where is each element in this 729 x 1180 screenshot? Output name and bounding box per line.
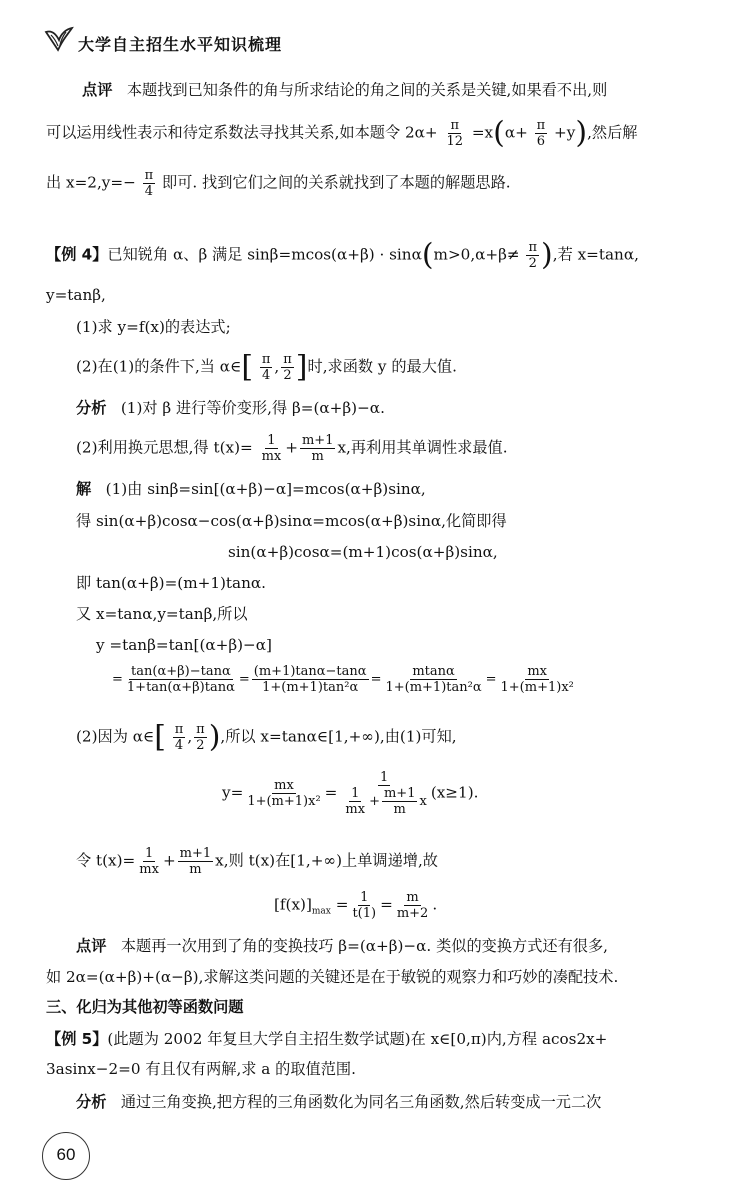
text: + xyxy=(369,794,380,809)
fraction xyxy=(178,846,214,877)
subscript: max xyxy=(311,906,331,917)
text: (2)在(1)的条件下,当 α∈ xyxy=(76,357,242,376)
fraction-den: mx xyxy=(139,862,159,877)
fraction xyxy=(260,352,273,383)
fraction-num: π xyxy=(144,168,154,183)
example4-q2: (2)在(1)的条件下,当 α∈[ $\frac{\pi}{4}$ , $\frac{\pi}{2}$ ]时,求函数 y 的最大值. xyxy=(76,349,457,385)
text: (2)因为 α∈ xyxy=(76,727,155,746)
fraction-num: m+1 xyxy=(301,433,334,448)
fraction-den: 1+(m+1)x² xyxy=(500,680,574,695)
analysis4-line1 xyxy=(76,397,385,419)
text: = xyxy=(380,895,393,914)
fraction-num: π xyxy=(528,240,538,255)
fraction-num: 1 xyxy=(267,433,276,448)
fraction-den: t(1) xyxy=(352,906,377,921)
fraction-den: 4 xyxy=(261,368,271,383)
text: x,则 t(x)在[1,+∞)上单调递增,故 xyxy=(215,851,438,870)
solution-label: 解 xyxy=(76,480,92,498)
text: ,若 x=tanα, xyxy=(552,245,639,264)
text: [f(x)] xyxy=(274,895,312,914)
example-label: 【例 5】 xyxy=(46,1030,108,1048)
fraction xyxy=(260,433,284,464)
fraction xyxy=(343,786,367,817)
fraction xyxy=(300,433,336,464)
text: (x≥1). xyxy=(430,783,479,802)
fraction xyxy=(252,664,369,695)
fraction-den: m xyxy=(189,862,202,877)
text: α+ xyxy=(504,123,528,142)
text: (2)利用换元思想,得 t(x)= xyxy=(76,438,253,457)
fraction xyxy=(173,722,186,753)
text: 本题再一次用到了角的变换技巧 β=(α+β)−α. 类似的变换方式还有很多, xyxy=(120,937,608,955)
example4-line1: 【例 4】已知锐角 α、β 满足 sinβ=mcos(α+β) · sinα(m>0,α+β≠ $\frac{\pi}{2}$ ),若 x=tanα, xyxy=(46,237,639,273)
example-label: 【例 4】 xyxy=(46,245,108,264)
fraction-num: 1 xyxy=(379,770,389,785)
text: = xyxy=(238,672,250,687)
fraction-den: 2 xyxy=(196,738,205,753)
solution4-fraction-chain xyxy=(112,664,578,695)
fraction xyxy=(281,352,294,383)
fraction xyxy=(535,118,548,149)
fraction-den: 2 xyxy=(528,256,537,271)
fraction xyxy=(245,778,322,809)
fraction-num: mx xyxy=(274,778,294,793)
text: 即可. 找到它们之间的关系就找到了本题的解题思路. xyxy=(162,173,511,192)
text: = xyxy=(324,783,338,802)
solution4-line2: 得 sin(α+β)cosα−cos(α+β)sinα=mcos(α+β)sinα,化简即得 xyxy=(76,512,507,530)
text: 出 x=2,y=− xyxy=(46,173,136,192)
solution4-line6: y =tanβ=tan[(α+β)−α] xyxy=(96,636,272,654)
solution4-line1 xyxy=(76,478,426,500)
analysis-label: 分析 xyxy=(76,1093,107,1111)
fraction xyxy=(395,890,431,921)
fraction-num: m+1 xyxy=(179,846,212,861)
comment1-line1 xyxy=(82,79,607,101)
comment2-line2: 如 2α=(α+β)+(α−β),求解这类问题的关键还是在于敏锐的观察力和巧妙的凑配技术. xyxy=(46,968,619,986)
fraction-den: 1+(m+1)tan²α xyxy=(385,680,482,695)
text: 时,求函数 y 的最大值. xyxy=(307,357,457,376)
text: (1)对 β 进行等价变形,得 β=(α+β)−α. xyxy=(120,399,385,417)
solution4-y-equation xyxy=(222,770,478,817)
text: (此题为 2002 年复旦大学自主招生数学试题)在 x∈[0,π)内,方程 acos2x+ xyxy=(107,1030,608,1048)
fraction-den: 1+(m+1)x² xyxy=(247,794,321,809)
fraction-num: mtanα xyxy=(412,664,455,679)
comment-label: 点评 xyxy=(76,937,107,955)
header-title: 大学自主招生水平知识梳理 xyxy=(78,35,283,54)
text: =x xyxy=(471,123,494,142)
text: ,所以 x=tanα∈[1,+∞),由(1)可知, xyxy=(220,727,457,746)
solution4-part2: (2)因为 α∈[ $\frac{\pi}{4}$ , $\frac{\pi}{2}$ ),所以 x=tanα∈[1,+∞),由(1)可知, xyxy=(76,719,457,755)
fraction-den: mx xyxy=(345,802,366,817)
text: y= xyxy=(222,783,244,802)
fraction xyxy=(137,846,161,877)
comment-label: 点评 xyxy=(82,81,113,99)
bird-logo-icon xyxy=(44,26,74,52)
text: 可以运用线性表示和待定系数法寻找其关系,如本题令 2α+ xyxy=(46,123,438,142)
fraction-den: m xyxy=(393,802,406,817)
text: 通过三角变换,把方程的三角函数化为同名三角函数,然后转变成一元二次 xyxy=(120,1093,602,1111)
fraction-den: m xyxy=(311,449,324,464)
fraction-num: π xyxy=(174,722,184,737)
fraction-den: 12 xyxy=(446,134,463,149)
fraction xyxy=(382,786,418,817)
fraction xyxy=(143,168,156,199)
analysis5-line1 xyxy=(76,1091,601,1113)
fraction xyxy=(350,890,378,921)
comment1-line2: 可以运用线性表示和待定系数法寻找其关系,如本题令 2α+ $\frac{\pi}{12}$ =x(α+ $\frac{\pi}{6}$ +y),然后解 xyxy=(46,115,638,151)
fraction-den: 6 xyxy=(536,134,546,149)
comment1-line3 xyxy=(46,168,511,199)
fraction-num: 1 xyxy=(360,890,369,905)
analysis-label: 分析 xyxy=(76,399,107,417)
fraction-num: tan(α+β)−tanα xyxy=(131,664,231,679)
text: 已知锐角 α、β 满足 sinβ=mcos(α+β) · sinα xyxy=(107,245,422,264)
analysis4-line2 xyxy=(76,433,508,464)
fraction-den: 1+(m+1)tan²α xyxy=(262,680,359,695)
example4-line2: y=tanβ, xyxy=(46,286,106,304)
fraction xyxy=(526,240,539,271)
fraction-num: π xyxy=(536,118,546,133)
fraction-num: 1 xyxy=(144,846,154,861)
fraction-den: mx xyxy=(261,449,282,464)
text: . xyxy=(432,895,438,914)
page-number: 60 xyxy=(56,1145,76,1164)
fraction-num: (m+1)tanα−tanα xyxy=(253,664,367,679)
fraction-den: 1+tan(α+β)tanα xyxy=(126,680,235,695)
fraction-num: mx xyxy=(527,664,548,679)
text: = xyxy=(112,672,123,687)
solution4-line3: sin(α+β)cosα=(m+1)cos(α+β)sinα, xyxy=(228,543,498,561)
fraction xyxy=(499,664,576,695)
example5-line2: 3asinx−2=0 有且仅有两解,求 a 的取值范围. xyxy=(46,1060,356,1078)
solution4-fmax xyxy=(274,890,437,923)
solution4-line5: 又 x=tanα,y=tanβ,所以 xyxy=(76,605,248,623)
fraction-den: 2 xyxy=(283,368,292,383)
comment2-line1 xyxy=(76,935,608,957)
text: = xyxy=(335,895,349,914)
fraction-den: $\frac{1}{mx}$ + $\frac{m+1}{m}$ x xyxy=(345,786,427,817)
text: + xyxy=(285,438,298,457)
fraction-num: π xyxy=(450,118,459,133)
compound-fraction xyxy=(339,770,428,817)
fraction-num: m xyxy=(406,890,419,905)
text: + xyxy=(162,851,176,870)
fraction-num: π xyxy=(196,722,205,737)
fraction-den: 4 xyxy=(144,184,154,199)
example4-q1: (1)求 y=f(x)的表达式; xyxy=(76,318,231,336)
text: ,然后解 xyxy=(587,123,638,142)
text: +y xyxy=(554,123,576,142)
text: 令 t(x)= xyxy=(76,851,136,870)
text: m>0,α+β≠ xyxy=(433,245,520,264)
fraction xyxy=(125,664,237,695)
text: (1)由 sinβ=sin[(α+β)−α]=mcos(α+β)sinα, xyxy=(105,480,426,498)
text: = xyxy=(370,672,382,687)
fraction-den: 4 xyxy=(174,738,184,753)
solution4-line4: 即 tan(α+β)=(m+1)tanα. xyxy=(76,574,266,592)
fraction-num: π xyxy=(261,352,271,367)
example5-line1 xyxy=(46,1028,607,1050)
fraction xyxy=(383,664,483,695)
solution4-let-t xyxy=(76,846,438,877)
fraction xyxy=(194,722,207,753)
fraction-num: 1 xyxy=(351,786,360,801)
fraction-num: m+1 xyxy=(383,786,416,801)
text: 本题找到已知条件的角与所求结论的角之间的关系是关键,如果看不出,则 xyxy=(126,81,608,99)
fraction xyxy=(444,118,465,149)
section-title: 三、化归为其他初等函数问题 xyxy=(46,998,244,1016)
fraction-num: π xyxy=(283,352,292,367)
text: x,再利用其单调性求最值. xyxy=(337,438,508,457)
text: = xyxy=(485,672,497,687)
fraction-den: m+2 xyxy=(396,906,429,921)
